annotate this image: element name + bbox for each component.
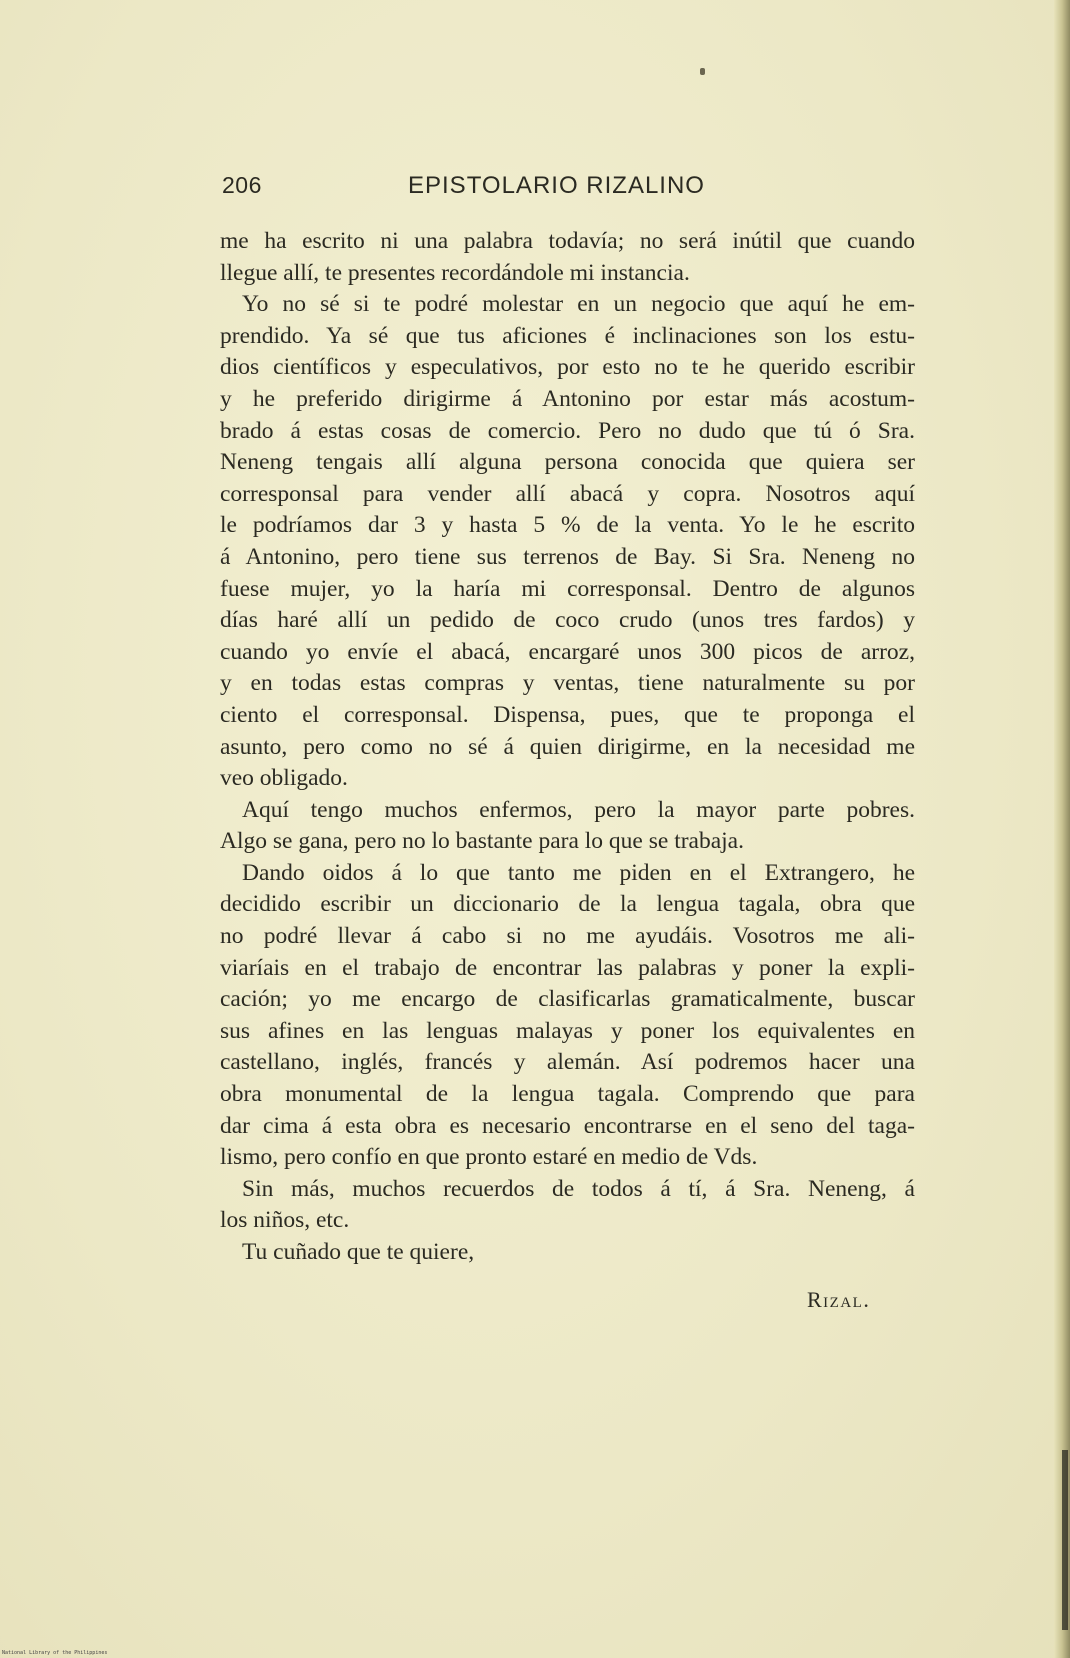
text-line: viaríais en el trabajo de encontrar las palabras y poner la expli- — [220, 954, 915, 981]
text-line: me ha escrito ni una palabra todavía; no será inútil que cuando — [220, 228, 915, 254]
text-line: Algo se gana, pero no lo bastante para lo que se trabaja. — [220, 828, 744, 855]
text-line: los niños, etc. — [220, 1207, 350, 1234]
text-line: á Antonino, pero tiene sus terrenos de Bay. Si Sra. Neneng no — [220, 543, 915, 570]
text-line: Sin más, muchos recuerdos de todos á tí, á Sra. Neneng, á — [242, 1175, 915, 1202]
text-line: Tu cuñado que te quiere, — [242, 1239, 475, 1265]
text-line: Neneng tengais allí alguna persona conocida que quiera ser — [220, 449, 915, 476]
text-line: ciento el corresponsal. Dispensa, pues, que te proponga el — [220, 701, 915, 728]
text-line: dios científicos y especulativos, por esto no te he querido escribir — [220, 354, 915, 381]
text-line: decidido escribir un diccionario de la lengua tagala, obra que — [220, 891, 915, 918]
signature: Rizal. — [807, 1287, 871, 1312]
binding-edge-mark — [1062, 1450, 1068, 1630]
text-line: brado á estas cosas de comercio. Pero no dudo que tú ó Sra. — [220, 417, 915, 444]
page-edge-shadow — [1054, 0, 1070, 1658]
text-line: Dando oidos á lo que tanto me piden en el Extrangero, he — [242, 859, 915, 886]
ink-speck — [700, 68, 705, 75]
text-line: no podré llevar á cabo si no me ayudáis. Vosotros me ali- — [220, 923, 915, 950]
text-line: fuese mujer, yo la haría mi corresponsal. Dentro de algunos — [220, 575, 915, 602]
text-line: y he preferido dirigirme á Antonino por estar más acostum- — [220, 385, 915, 412]
letter-body — [220, 226, 915, 1269]
text-line: sus afines en las lenguas malayas y poner los equivalentes en — [220, 1017, 915, 1044]
text-line: corresponsal para vender allí abacá y copra. Nosotros aquí — [220, 480, 915, 507]
page-header — [222, 172, 922, 206]
library-credit: National Library of the Philippines — [2, 1650, 108, 1656]
text-line: cuando yo envíe el abacá, encargaré unos 300 picos de arroz, — [220, 638, 915, 665]
page-number: 206 — [222, 172, 262, 198]
text-line: lismo, pero confío en que pronto estaré en medio de Vds. — [220, 1144, 758, 1171]
text-line: asunto, pero como no sé á quien dirigirme, en la necesidad me — [220, 733, 915, 760]
text-line: veo obligado. — [220, 765, 348, 792]
text-line: castellano, inglés, francés y alemán. Así podremos hacer una — [220, 1049, 915, 1076]
text-line: prendido. Ya sé que tus aficiones é inclinaciones son los estu- — [220, 322, 915, 349]
text-line: días haré allí un pedido de coco crudo (unos tres fardos) y — [220, 607, 915, 634]
text-line: llegue allí, te presentes recordándole mi instancia. — [220, 259, 690, 286]
text-line: dar cima á esta obra es necesario encontrarse en el seno del taga- — [220, 1112, 915, 1139]
text-line: obra monumental de la lengua tagala. Comprendo que para — [220, 1081, 915, 1108]
text-line: Yo no sé si te podré molestar en un negocio que aquí he em- — [242, 291, 915, 318]
text-line: cación; yo me encargo de clasificarlas gramaticalmente, buscar — [220, 986, 915, 1013]
text-line: le podríamos dar 3 y hasta 5 % de la venta. Yo le he escrito — [220, 512, 915, 539]
text-line: y en todas estas compras y ventas, tiene naturalmente su por — [220, 670, 915, 697]
text-line: Aquí tengo muchos enfermos, pero la mayor parte pobres. — [242, 796, 915, 823]
running-head: EPISTOLARIO RIZALINO — [408, 172, 705, 199]
